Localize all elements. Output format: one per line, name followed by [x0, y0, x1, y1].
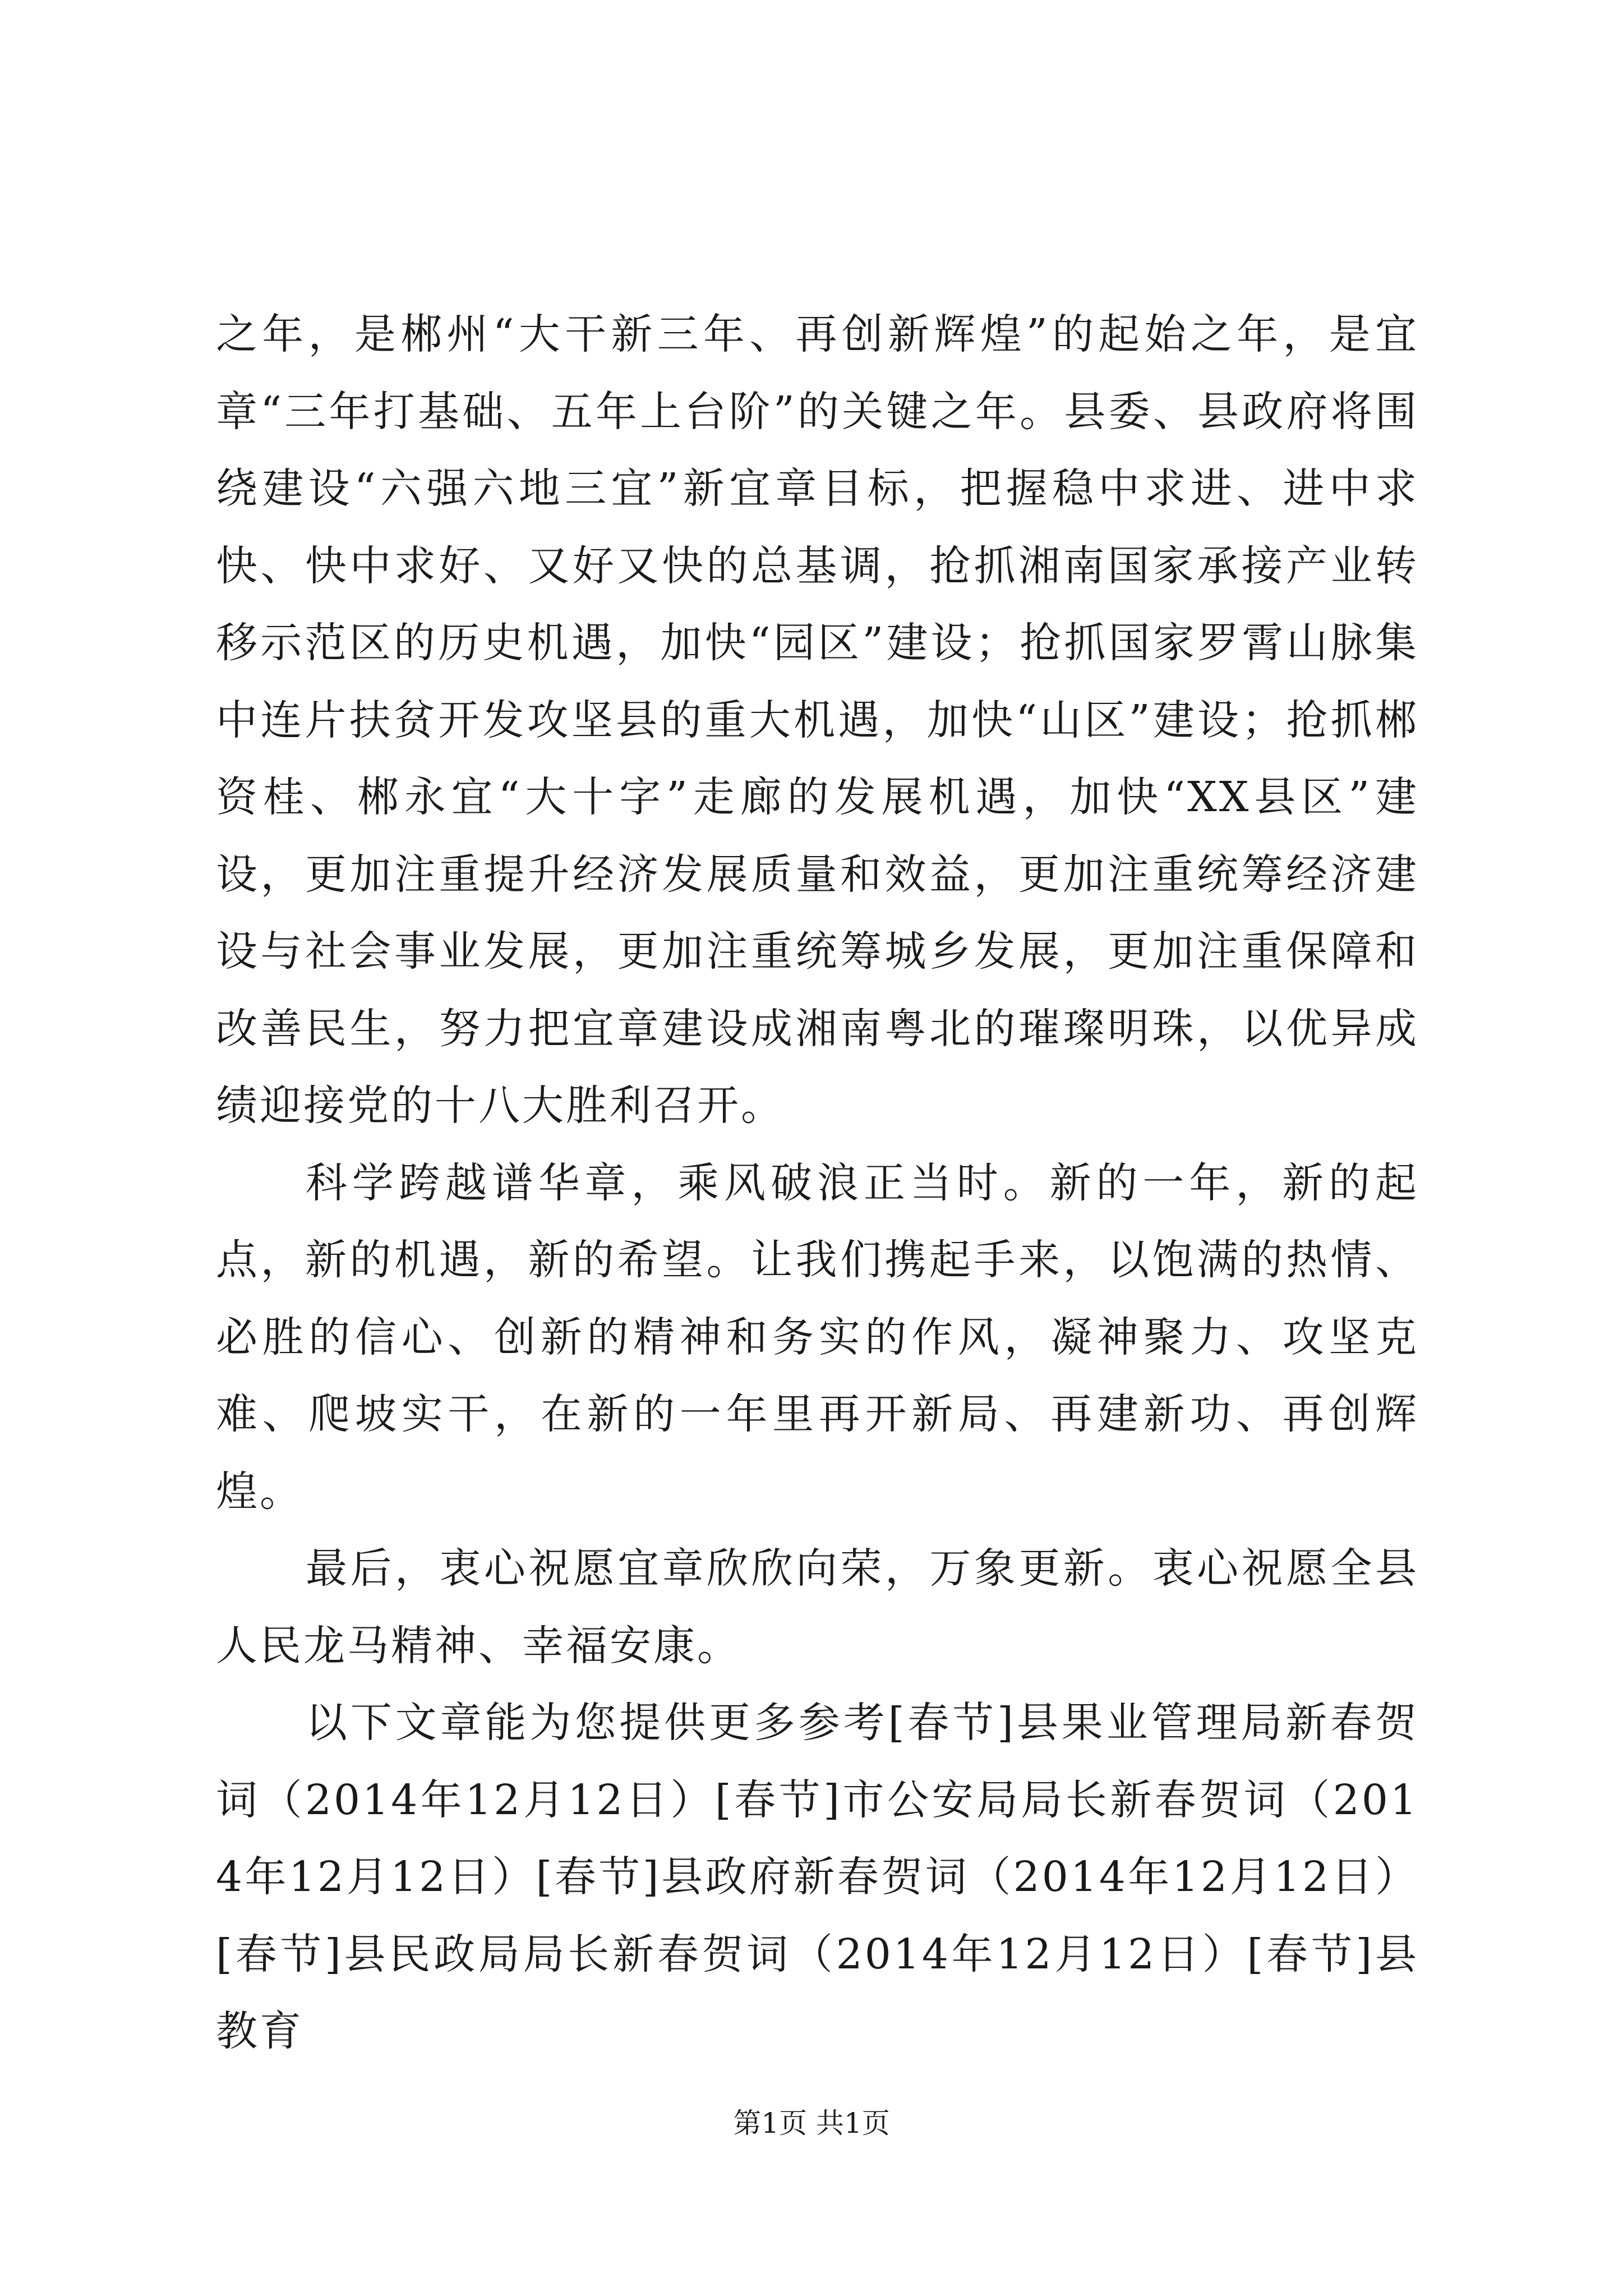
- paragraph-related-articles: 以下文章能为您提供更多参考[春节]县果业管理局新春贺词（2014年12月12日）[春节]市公安局局长新春贺词（2014年12月12日）[春节]县政府新春贺词（2014年12月12日）[春节]县民政局局长新春贺词（2014年12月12日）[春节]县教育: [216, 1699, 1419, 2055]
- page-footer: 第1页 共1页: [733, 2107, 890, 2139]
- document-body: [216, 296, 1419, 2070]
- paragraph-continued: 之年，是郴州“大干新三年、再创新辉煌”的起始之年，是宜章“三年打基础、五年上台阶”的关键之年。县委、县政府将围绕建设“六强六地三宜”新宜章目标，把握稳中求进、进中求快、快中求好、又好又快的总基调，抢抓湘南国家承接产业转移示范区的历史机遇，加快“园区”建设；抢抓国家罗霄山脉集中连片扶贫开发攻坚县的重大机遇，加快“山区”建设；抢抓郴资桂、郴永宜“大十字”走廊的发展机遇，加快“XX县区”建设，更加注重提升经济发展质量和效益，更加注重统筹经济建设与社会事业发展，更加注重统筹城乡发展，更加注重保障和改善民生，努力把宜章建设成湘南粤北的璀璨明珠，以优异成绩迎接党的十八大胜利召开。: [216, 310, 1419, 1130]
- paragraph: 最后，衷心祝愿宜章欣欣向荣，万象更新。衷心祝愿全县人民龙马精神、幸福安康。: [216, 1544, 1419, 1670]
- paragraph: 科学跨越谱华章，乘风破浪正当时。新的一年，新的起点，新的机遇，新的希望。让我们携起手来，以饱满的热情、必胜的信心、创新的精神和务实的作风，凝神聚力、攻坚克难、爬坡实干，在新的一年里再开新局、再建新功、再创辉煌。: [216, 1158, 1419, 1516]
